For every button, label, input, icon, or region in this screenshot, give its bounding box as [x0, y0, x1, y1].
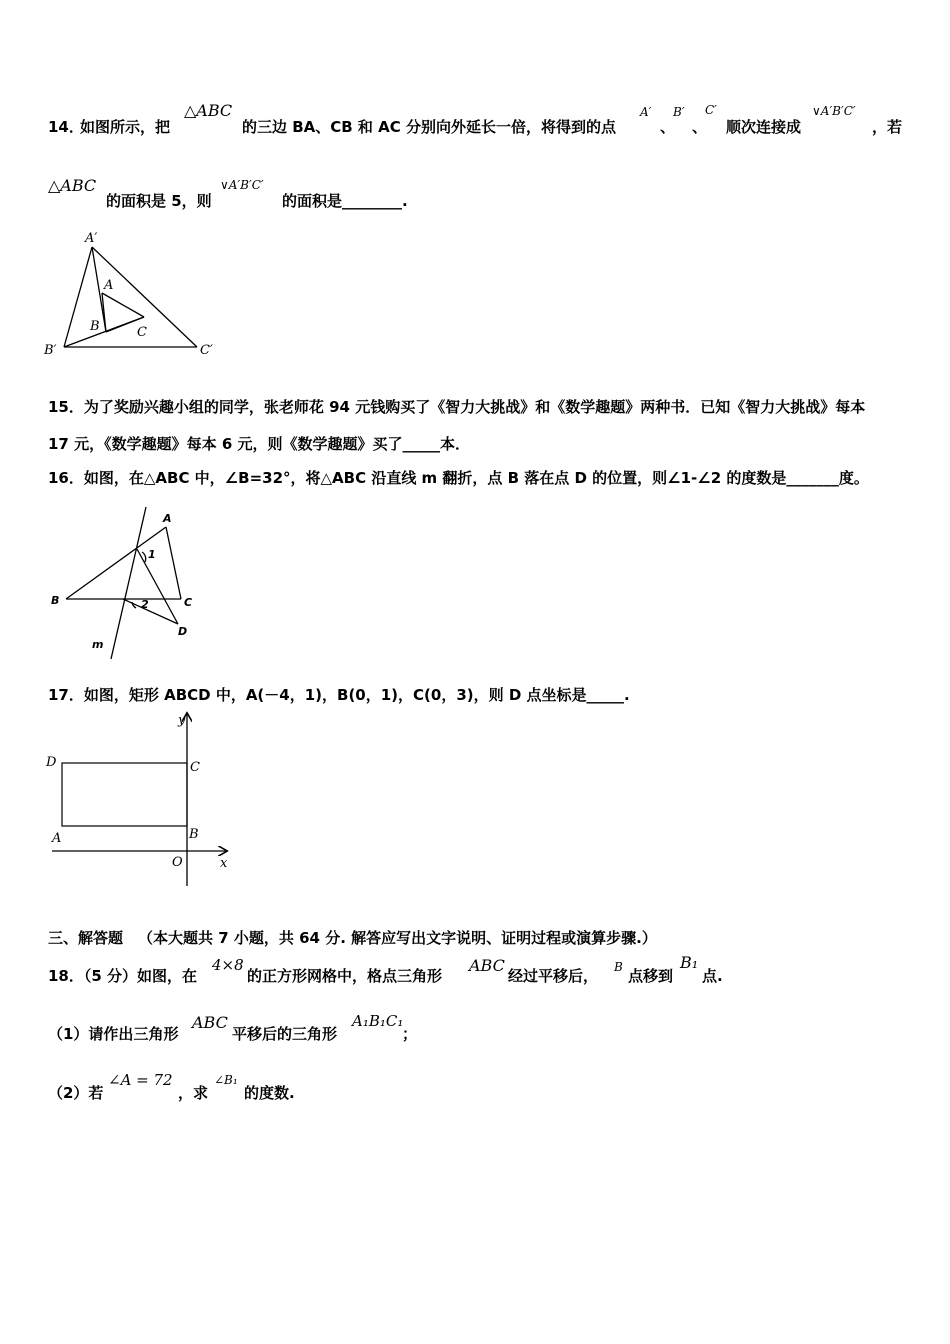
- q17-figure: [40, 706, 240, 892]
- q18-part-1-text: 平移后的三角形: [232, 1025, 338, 1043]
- q14-triangle-abc-2: △ABC: [48, 176, 97, 195]
- q18-part-1-triangle: ABC: [192, 1013, 228, 1032]
- section-3-title: 三、解答题: [48, 929, 124, 947]
- q14-triangle-abc: △ABC: [184, 101, 233, 120]
- q18-part-2-lead: （2）若: [48, 1084, 104, 1102]
- q18-text-2: 经过平移后，: [508, 967, 599, 985]
- q16-fig-label-angle-2: 2: [141, 598, 149, 611]
- q18-part-1-end: ；: [402, 1025, 418, 1043]
- q14-sep-1: 、: [660, 118, 676, 136]
- q18-part-2-angle: ∠A = 72: [108, 1071, 173, 1089]
- q16-fig-label-c: C: [184, 596, 193, 609]
- q17-fig-label-b: B: [189, 827, 199, 842]
- q16-fig-label-m: m: [92, 638, 104, 651]
- q18-point-b1: B₁: [680, 953, 699, 972]
- q18-text-3: 点移到: [628, 967, 674, 985]
- q14-text-2: 的三边 BA、CB 和 AC 分别向外延长一倍，将得到的点: [242, 118, 616, 136]
- q18-text-4: 点.: [702, 967, 723, 985]
- q15-line-2: 17 元，《数学趣题》每本 6 元，则《数学趣题》买了_____本．: [48, 435, 470, 453]
- q17-fig-label-a: A: [52, 831, 62, 846]
- q16-fig-edge-ac: [166, 527, 181, 599]
- q14-point-c-prime: C′: [705, 103, 717, 117]
- q17-fig-label-x: x: [220, 856, 228, 871]
- q14-text-1: 如图所示，把: [80, 118, 171, 136]
- q14-figure: [40, 226, 230, 362]
- section-3-note: （本大题共 7 小题，共 64 分. 解答应写出文字说明、证明过程或演算步骤.）: [138, 929, 657, 947]
- q14-fig-label-a: A: [104, 278, 114, 293]
- q16-fig-label-b: B: [51, 594, 60, 607]
- q17-fig-label-o: O: [172, 855, 183, 870]
- q14-fig-label-b: B: [90, 319, 100, 334]
- q14-fig-label-c: C: [137, 325, 147, 340]
- q14-fig-label-a-prime: A′: [85, 231, 98, 246]
- q16-fig-label-d: D: [178, 625, 188, 638]
- q16-fig-line-m: [111, 507, 146, 659]
- q14-point-a-prime: A′: [640, 105, 652, 119]
- q14-fig-edge-a-prime-b-prime: [64, 247, 92, 347]
- q18-triangle: ABC: [469, 956, 505, 975]
- q14-number: 14．: [48, 118, 84, 136]
- q14-triangle-prime: ∨A′B′C′: [812, 104, 856, 118]
- q18-grid-size: 4×8: [212, 956, 244, 974]
- q16-fig-edge-ba: [66, 527, 166, 599]
- q16-fig-label-angle-1: 1: [148, 548, 156, 561]
- q17-fig-rectangle: [62, 763, 187, 826]
- q16-fig-edge-d: [123, 599, 178, 624]
- q17-text: 17．如图，矩形 ABCD 中，A(－4，1)，B(0，1)，C(0，3)，则 D 点坐标是_____.: [48, 686, 630, 704]
- q18-part-2-text: ，求: [178, 1084, 209, 1102]
- q14-point-b-prime: B′: [673, 105, 685, 119]
- q18-lead: 18．（5 分）如图，在: [48, 967, 198, 985]
- q14-text-4: ，若: [872, 118, 903, 136]
- q18-text-1: 的正方形网格中，格点三角形: [247, 967, 443, 985]
- q14-text-5: 的面积是 5，则: [106, 192, 212, 210]
- q17-fig-label-c: C: [190, 760, 200, 775]
- q14-fig-edge-ac: [102, 293, 144, 317]
- q16-figure: [44, 502, 214, 662]
- q17-fig-label-d: D: [46, 755, 57, 770]
- q16-fig-label-a: A: [163, 512, 172, 525]
- q17-fig-label-y: y: [178, 713, 186, 728]
- q14-triangle-prime-2: ∨A′B′C′: [220, 178, 264, 192]
- q18-part-2-angle-b1: ∠B₁: [214, 1073, 238, 1087]
- q14-fig-label-b-prime: B′: [44, 343, 57, 358]
- q18-part-1-lead: （1）请作出三角形: [48, 1025, 179, 1043]
- q16-fig-edge-fold-d: [137, 549, 178, 624]
- q16-text: 16．如图，在△ABC 中，∠B=32°，将△ABC 沿直线 m 翻折，点 B 落在点 D 的位置，则∠1-∠2 的度数是_______度。: [48, 469, 869, 487]
- q18-part-1-triangle-2: A₁B₁C₁: [352, 1012, 404, 1030]
- q18-part-2-end: 的度数.: [244, 1084, 295, 1102]
- q14-sep-2: 、: [692, 118, 708, 136]
- q18-point-b: B: [614, 960, 623, 974]
- q14-fig-label-c-prime: C′: [200, 343, 213, 358]
- q15-line-1: 15．为了奖励兴趣小组的同学，张老师花 94 元钱购买了《智力大挑战》和《数学趣题》两种书．已知《智力大挑战》每本: [48, 398, 866, 416]
- q14-text-3: 顺次连接成: [726, 118, 802, 136]
- q14-text-6: 的面积是________.: [282, 192, 408, 210]
